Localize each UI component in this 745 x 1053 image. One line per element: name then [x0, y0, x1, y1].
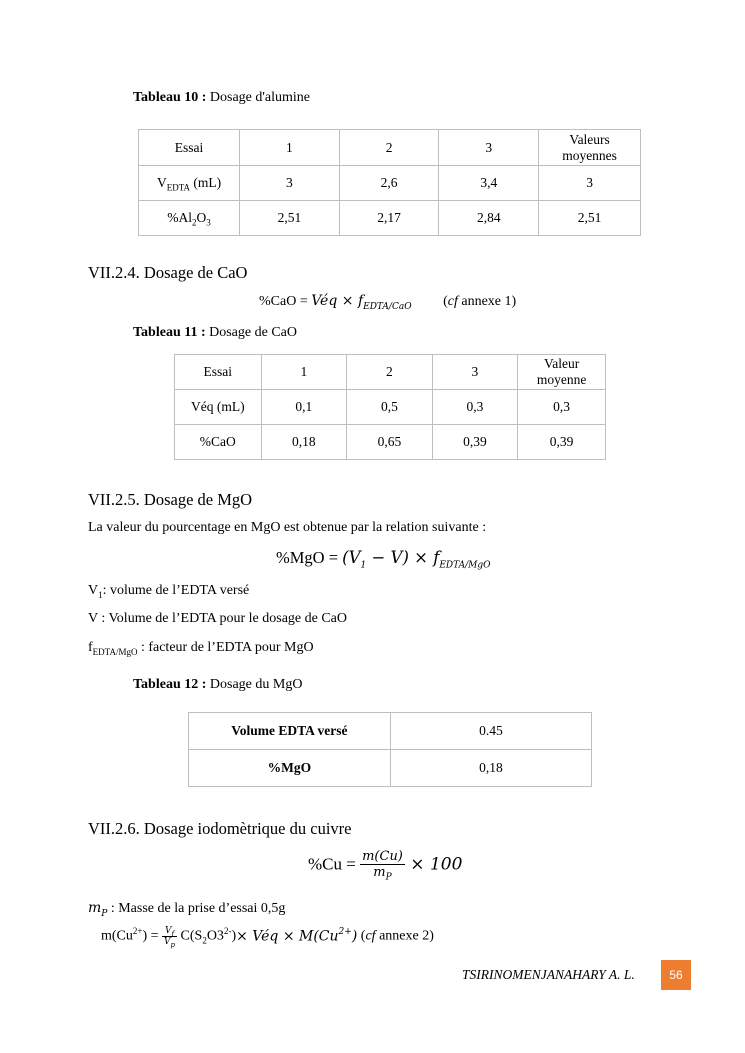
caption-label: Tableau 10 : — [133, 90, 207, 105]
formula-m-cu: $m(Cu^{2+})$ = $\frac{V_f}{V_p}$ $C(S_2O3^{2-})\times$ Véq × $M(Cu^{2+})$ (cf annexe 2) — [101, 926, 434, 949]
tableau10-caption — [133, 90, 310, 106]
table-row — [175, 390, 606, 425]
table-cell: 0,18 — [390, 750, 591, 787]
table-cell: 3 — [240, 166, 340, 201]
table-cell: 0.45 — [390, 713, 591, 750]
table-row — [175, 425, 606, 460]
definition-v: V : Volume de l’EDTA pour le dosage de CaO — [88, 611, 348, 626]
page-number-badge: 56 — [661, 960, 691, 990]
table-header-row — [175, 355, 606, 390]
footer-author: TSIRINOMENJANAHARY A. L. — [462, 967, 635, 982]
tableau12-caption — [133, 677, 302, 693]
definition-mp: $m_P$ : Masse de la prise d’essai 0,5g — [88, 900, 286, 919]
fraction-volumes: $\frac{V_f}{V_p}$ — [164, 926, 176, 949]
header-cell: 1 — [240, 130, 340, 166]
mgo-intro: La valeur du pourcentage en MgO est obtenue par la relation suivante : — [88, 520, 487, 535]
definition-f: $f_{EDTA/MgO}$ : facteur de l’EDTA pour MgO — [88, 640, 314, 657]
table-cell: 2,51 — [539, 201, 641, 236]
table-row — [189, 713, 592, 750]
header-cell: Essai — [139, 130, 240, 166]
formula-mgo: $\%MgO = (V_1 - V) \times f_{EDTA/MgO}$ — [276, 548, 491, 571]
tableau10-table — [138, 129, 641, 236]
row-label: Volume EDTA versé — [189, 713, 391, 750]
header-cell: 1 — [261, 355, 347, 390]
table-row — [139, 166, 641, 201]
header-cell: Valeur moyenne — [518, 355, 606, 390]
caption-text: Dosage du MgO — [206, 677, 303, 692]
table-cell: 2,51 — [240, 201, 340, 236]
table-cell: 0,5 — [347, 390, 433, 425]
tableau11-table — [174, 354, 606, 460]
table-row — [139, 201, 641, 236]
table-cell: 3,4 — [439, 166, 539, 201]
table-cell: 3 — [539, 166, 641, 201]
section-heading-cu: VII.2.6. Dosage iodomètrique du cuivre — [88, 819, 352, 838]
row-label: Véq (mL) — [175, 390, 262, 425]
section-heading-mgo: VII.2.5. Dosage de MgO — [88, 490, 253, 509]
header-cell: 2 — [339, 130, 439, 166]
row-label-al2o3: $\%Al_2O_3$ — [139, 201, 240, 236]
table-cell: 0,18 — [261, 425, 347, 460]
table-cell: 2,84 — [439, 201, 539, 236]
table-cell: 2,17 — [339, 201, 439, 236]
table-cell: 0,39 — [518, 425, 606, 460]
header-cell: Essai — [175, 355, 262, 390]
table-cell: 0,65 — [347, 425, 433, 460]
tableau11-caption — [133, 325, 297, 341]
formula-cu: %Cu = $\frac{m(Cu)}{m_P}$ × 100 — [308, 849, 463, 883]
table-row — [189, 750, 592, 787]
formula-cao: %CaO = Véq × $f_{EDTA/CaO}$ (cf annexe 1) — [259, 293, 517, 312]
header-cell: 3 — [432, 355, 518, 390]
caption-label: Tableau 12 : — [133, 677, 207, 692]
table-cell: 0,3 — [518, 390, 606, 425]
caption-text: Dosage de CaO — [205, 325, 297, 340]
header-cell: 2 — [347, 355, 433, 390]
table-cell: 0,3 — [432, 390, 518, 425]
row-label: %CaO — [175, 425, 262, 460]
fraction: $\frac{m(Cu)}{m_P}$ — [362, 849, 403, 883]
tableau12-table — [188, 712, 592, 787]
definition-v1: $V_1$: volume de l’EDTA versé — [88, 583, 250, 600]
row-label: %MgO — [189, 750, 391, 787]
caption-label: Tableau 11 : — [133, 325, 206, 340]
table-header-row — [139, 130, 641, 166]
section-heading-cao: VII.2.4. Dosage de CaO — [88, 263, 248, 282]
table-cell: 2,6 — [339, 166, 439, 201]
caption-text: Dosage d'alumine — [206, 90, 310, 105]
row-label-vedta: $V_{EDTA}$ (mL) — [139, 166, 240, 201]
header-cell: Valeurs moyennes — [539, 130, 641, 166]
table-cell: 0,1 — [261, 390, 347, 425]
table-cell: 0,39 — [432, 425, 518, 460]
header-cell: 3 — [439, 130, 539, 166]
